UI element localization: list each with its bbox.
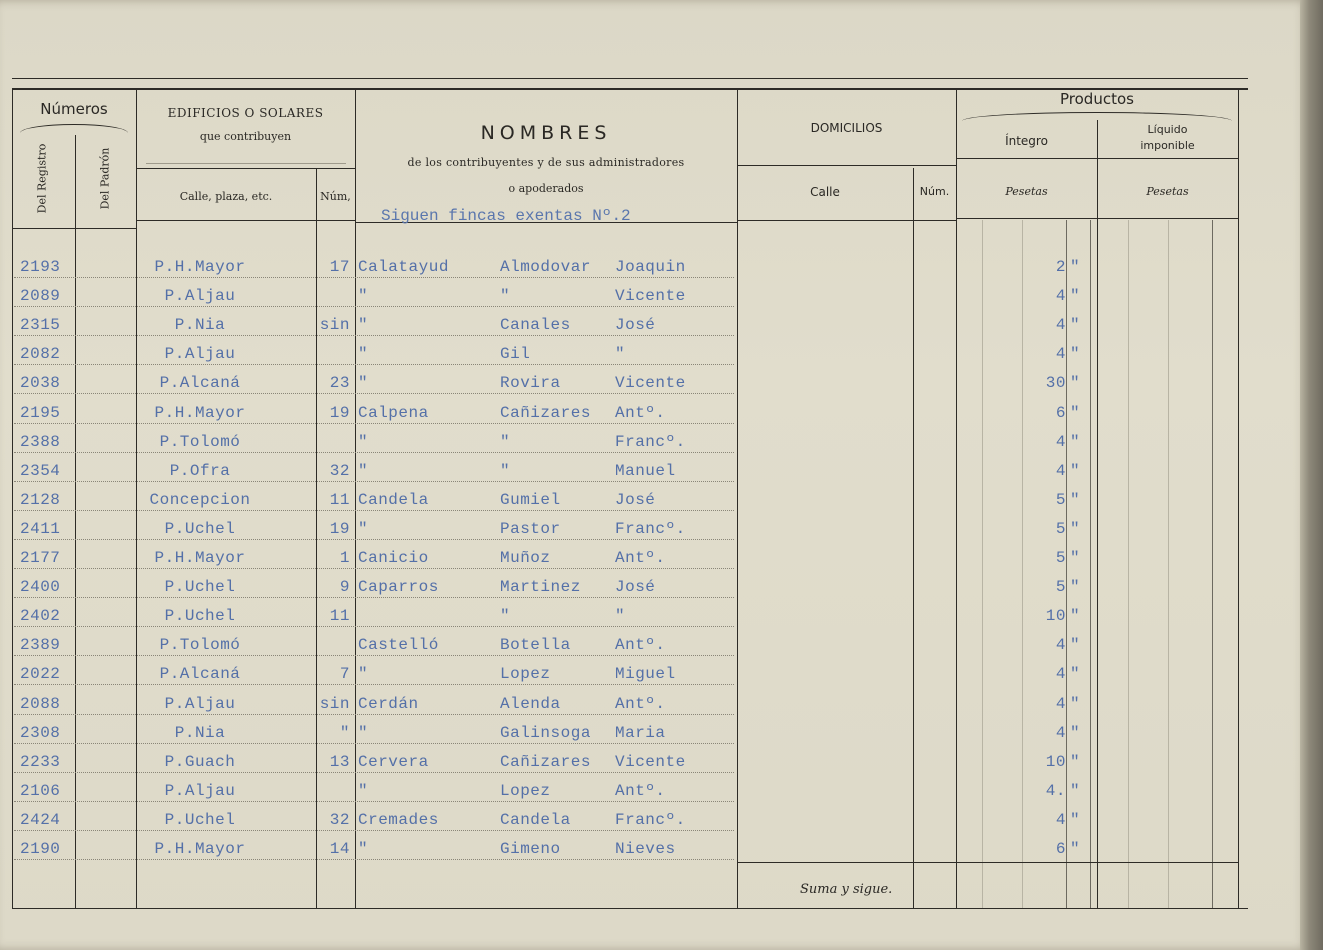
cell-calle: P.Alcaná (159, 374, 241, 393)
cell-apellido2: Rovira (500, 374, 561, 393)
row-dotted-rule (14, 481, 734, 482)
cell-apellido2: " (500, 461, 511, 480)
cell-nombre: Francº. (615, 519, 686, 538)
cell-calle: P.Uchel (164, 519, 236, 538)
cell-num: 14 (329, 840, 350, 858)
cell-apellido2: Lopez (500, 781, 551, 800)
cell-num: 23 (329, 374, 350, 393)
cell-num: 11 (329, 607, 350, 626)
cell-integro: 4 (1055, 810, 1066, 829)
rule-domicilios-sub (737, 165, 956, 166)
cell-mark: " (1070, 287, 1081, 306)
cell-registro: 2308 (20, 723, 61, 742)
cell-apellido1: " (358, 665, 369, 684)
rule-left (12, 88, 13, 908)
cell-calle: P.Nia (174, 316, 226, 335)
cell-mark: " (1070, 636, 1081, 655)
row-dotted-rule (14, 684, 734, 685)
cell-mark: " (1070, 781, 1081, 800)
row-dotted-rule (14, 364, 734, 365)
cell-mark: " (1070, 810, 1081, 829)
cell-integro: 6 (1055, 840, 1066, 858)
cell-num: " (339, 723, 350, 742)
row-dotted-rule (14, 743, 734, 744)
cell-calle: P.Aljau (164, 345, 236, 364)
row-dotted-rule (14, 626, 734, 627)
productos-brace (962, 112, 1232, 121)
cell-num: 32 (329, 810, 350, 829)
cell-integro: 10 (1045, 752, 1066, 771)
cell-apellido2: Almodovar (500, 258, 591, 276)
cell-calle: P.Ofra (169, 461, 231, 480)
row-dotted-rule (14, 423, 734, 424)
cell-nombre: " (615, 607, 626, 626)
cell-num: 19 (329, 403, 350, 422)
cell-registro: 2022 (20, 665, 61, 684)
cell-num: 19 (329, 519, 350, 538)
cell-mark: " (1070, 752, 1081, 771)
row-dotted-rule (14, 510, 734, 511)
cell-num: 32 (329, 461, 350, 480)
cell-nombre: Francº. (615, 810, 686, 829)
cell-mark: " (1070, 519, 1081, 538)
cell-apellido2: Muñoz (500, 549, 551, 567)
cell-nombre: Miguel (615, 665, 676, 684)
cell-calle: P.H.Mayor (154, 258, 246, 276)
cell-integro: 6 (1055, 403, 1066, 422)
header-edificios: EDIFICIOS O SOLARES (167, 106, 324, 120)
header-dom-calle: Calle (810, 185, 840, 199)
cell-num: 13 (329, 752, 350, 771)
header-nombres-desc: de los contribuyentes y de sus administradores (407, 156, 685, 169)
cell-registro: 2402 (20, 607, 61, 626)
cell-num: sin (319, 316, 350, 335)
cell-nombre: José (615, 490, 656, 509)
rule-domicilios (956, 88, 957, 908)
cell-integro: 5 (1055, 549, 1066, 567)
header-imponible: imponible (1140, 139, 1195, 152)
top-rule (12, 78, 1248, 79)
row-dotted-rule (14, 714, 734, 715)
cell-registro: 2088 (20, 694, 61, 713)
cell-apellido1: " (358, 723, 369, 742)
cell-integro: 4 (1055, 636, 1066, 655)
cell-calle: P.Tolomó (159, 432, 241, 451)
cell-mark: " (1070, 490, 1081, 509)
cell-nombre: Joaquin (615, 258, 686, 276)
header-liquido: Líquido (1147, 123, 1188, 136)
rule-dom-calle (913, 168, 914, 908)
rule-edificios-sub-2 (146, 163, 346, 164)
cell-apellido2: Candela (500, 810, 571, 829)
header-pesetas-2: Pesetas (1146, 185, 1189, 198)
cell-nombre: Antº. (615, 636, 666, 655)
cell-apellido1: " (358, 432, 369, 451)
cell-apellido2: " (500, 432, 511, 451)
header-nombres: NOMBRES (480, 122, 612, 144)
cell-apellido1: " (358, 316, 369, 335)
cell-registro: 2089 (20, 287, 61, 306)
row-dotted-rule (14, 277, 734, 278)
cell-num: 9 (339, 578, 350, 597)
rule-int-c (1066, 220, 1067, 908)
cell-mark: " (1070, 549, 1081, 567)
cell-calle: P.Uchel (164, 607, 236, 626)
cell-mark: " (1070, 432, 1081, 451)
cell-registro: 2038 (20, 374, 61, 393)
cell-integro: 2 (1055, 258, 1066, 276)
subheading: Siguen fincas exentas Nº.2 (381, 207, 631, 225)
cell-nombre: " (615, 345, 626, 364)
cell-registro: 2411 (20, 519, 61, 538)
cell-registro: 2128 (20, 490, 61, 509)
header-apoderados: o apoderados (508, 182, 584, 195)
cell-registro: 2177 (20, 549, 61, 567)
cell-nombre: Antº. (615, 403, 666, 422)
cell-integro: 4 (1055, 432, 1066, 451)
cell-registro: 2082 (20, 345, 61, 364)
rule-bottom (12, 908, 1248, 909)
row-dotted-rule (14, 597, 734, 598)
cell-registro: 2315 (20, 316, 61, 335)
cell-integro: 4 (1055, 345, 1066, 364)
cell-apellido1: Caparros (358, 578, 439, 597)
cell-nombre: Antº. (615, 694, 666, 713)
rule-int-d (1090, 220, 1091, 908)
row-dotted-rule (14, 393, 734, 394)
cell-mark: " (1070, 665, 1081, 684)
cell-registro: 2400 (20, 578, 61, 597)
row-dotted-rule (14, 306, 734, 307)
rule-productos-sub (956, 158, 1238, 159)
cell-registro: 2424 (20, 810, 61, 829)
header-calle-plaza: Calle, plaza, etc. (179, 190, 273, 203)
cell-mark: " (1070, 578, 1081, 597)
row-dotted-rule (14, 539, 734, 540)
cell-integro: 4 (1055, 461, 1066, 480)
cell-integro: 5 (1055, 519, 1066, 538)
header-domicilios: DOMICILIOS (810, 121, 883, 135)
footer-suma-sigue: Suma y sigue. (800, 882, 893, 897)
header-del-registro: Del Registro (35, 143, 49, 214)
cell-mark: " (1070, 694, 1081, 713)
rule-int-a (982, 220, 983, 908)
cell-integro: 4 (1055, 694, 1066, 713)
cell-calle: P.Aljau (164, 781, 236, 800)
cell-registro: 2388 (20, 432, 61, 451)
cell-apellido2: Gimeno (500, 840, 561, 858)
cell-registro: 2354 (20, 461, 61, 480)
cell-apellido1: Calpena (358, 403, 429, 422)
cell-apellido2: Cañizares (500, 752, 591, 771)
cell-apellido2: Pastor (500, 519, 561, 538)
cell-apellido1: " (358, 374, 369, 393)
cell-apellido1: Cervera (358, 752, 429, 771)
cell-mark: " (1070, 403, 1081, 422)
cell-mark: " (1070, 374, 1081, 393)
cell-integro: 4 (1055, 287, 1066, 306)
cell-num: 7 (339, 665, 350, 684)
cell-calle: P.H.Mayor (154, 549, 246, 567)
cell-apellido2: " (500, 607, 511, 626)
cell-registro: 2193 (20, 258, 61, 276)
cell-mark: " (1070, 840, 1081, 858)
cell-calle: P.Alcaná (159, 665, 241, 684)
header-integro: Íntegro (1005, 134, 1048, 148)
header-pesetas-1: Pesetas (1005, 185, 1048, 198)
cell-apellido2: Gil (500, 345, 531, 364)
cell-apellido1: Candela (358, 490, 429, 509)
cell-mark: " (1070, 607, 1081, 626)
cell-nombre: Maria (615, 723, 666, 742)
row-dotted-rule (14, 830, 734, 831)
cell-mark: " (1070, 258, 1081, 276)
rule-integro (1097, 120, 1098, 908)
cell-apellido1: Castelló (358, 636, 439, 655)
rule-liq-b (1168, 220, 1169, 908)
cell-calle: P.Tolomó (159, 636, 241, 655)
rule-header-bottom-b (136, 220, 355, 221)
cell-apellido1: " (358, 287, 369, 306)
cell-nombre: Antº. (615, 781, 666, 800)
cell-mark: " (1070, 461, 1081, 480)
cell-apellido1: " (358, 519, 369, 538)
header-que-contribuyen: que contribuyen (199, 130, 292, 143)
cell-num: sin (319, 694, 350, 713)
rule-registro (75, 135, 76, 908)
row-dotted-rule (14, 859, 734, 860)
cell-integro: 30 (1045, 374, 1066, 393)
cell-nombre: José (615, 578, 656, 597)
cell-integro: 5 (1055, 578, 1066, 597)
header-del-padron: Del Padrón (98, 147, 112, 210)
cell-apellido1: Cerdán (358, 694, 419, 713)
cell-registro: 2233 (20, 752, 61, 771)
header-productos: Productos (1060, 90, 1134, 108)
cell-calle: P.Uchel (164, 810, 236, 829)
rule-header-bottom-d (956, 218, 1238, 219)
cell-apellido2: Galinsoga (500, 723, 591, 742)
cell-nombre: Vicente (615, 287, 686, 306)
cell-calle: P.H.Mayor (154, 403, 246, 422)
row-dotted-rule (14, 335, 734, 336)
cell-apellido1: " (358, 345, 369, 364)
header-numeros: Números (40, 100, 108, 118)
cell-nombre: Nieves (615, 840, 676, 858)
rule-liq-c (1212, 220, 1213, 908)
cell-mark: " (1070, 316, 1081, 335)
cell-apellido1: Canicio (358, 549, 429, 567)
rule-header-bottom-c (737, 220, 956, 221)
cell-nombre: Manuel (615, 461, 676, 480)
header-num-2: Núm. (919, 185, 950, 198)
rule-liq-a (1128, 220, 1129, 908)
cell-apellido2: Gumiel (500, 490, 561, 509)
cell-num: 1 (339, 549, 350, 567)
cell-nombre: Francº. (615, 432, 686, 451)
cell-apellido1: " (358, 840, 369, 858)
row-dotted-rule (14, 772, 734, 773)
cell-nombre: José (615, 316, 656, 335)
header-num-1: Núm, (320, 190, 351, 203)
cell-calle: P.Nia (174, 723, 226, 742)
rule-nombres (737, 88, 738, 908)
row-dotted-rule (14, 801, 734, 802)
cell-integro: 10 (1045, 607, 1066, 626)
cell-integro: 4. (1045, 781, 1066, 800)
cell-integro: 5 (1055, 490, 1066, 509)
cell-registro: 2195 (20, 403, 61, 422)
cell-nombre: Vicente (615, 374, 686, 393)
cell-apellido2: " (500, 287, 511, 306)
rule-header-bottom-a (12, 228, 136, 229)
cell-calle: P.Uchel (164, 578, 236, 597)
cell-apellido1: " (358, 461, 369, 480)
cell-apellido1: " (358, 781, 369, 800)
cell-apellido2: Martinez (500, 578, 581, 597)
cell-calle: P.Aljau (164, 694, 236, 713)
rule-edificios-sub (136, 168, 355, 169)
cell-nombre: Vicente (615, 752, 686, 771)
cell-apellido2: Botella (500, 636, 571, 655)
cell-registro: 2389 (20, 636, 61, 655)
rule-right (1238, 88, 1239, 908)
cell-num: 17 (329, 258, 350, 276)
cell-apellido2: Lopez (500, 665, 551, 684)
cell-calle: P.H.Mayor (154, 840, 246, 858)
cell-apellido2: Alenda (500, 694, 561, 713)
cell-mark: " (1070, 723, 1081, 742)
cell-integro: 4 (1055, 316, 1066, 335)
cell-mark: " (1070, 345, 1081, 364)
rule-edificios (355, 88, 356, 908)
cell-apellido2: Cañizares (500, 403, 591, 422)
cell-nombre: Antº. (615, 549, 666, 567)
cell-calle: Concepcion (149, 490, 251, 509)
cell-num: 11 (329, 490, 350, 509)
cell-registro: 2190 (20, 840, 61, 858)
book-spine (1300, 0, 1323, 950)
cell-registro: 2106 (20, 781, 61, 800)
cell-integro: 4 (1055, 723, 1066, 742)
cell-apellido1: Cremades (358, 810, 439, 829)
rule-suma (737, 862, 1238, 863)
row-dotted-rule (14, 655, 734, 656)
cell-calle: P.Aljau (164, 287, 236, 306)
row-dotted-rule (14, 452, 734, 453)
row-dotted-rule (14, 568, 734, 569)
cell-apellido2: Canales (500, 316, 571, 335)
cell-calle: P.Guach (164, 752, 236, 771)
cell-apellido1: Calatayud (358, 258, 449, 276)
cell-integro: 4 (1055, 665, 1066, 684)
